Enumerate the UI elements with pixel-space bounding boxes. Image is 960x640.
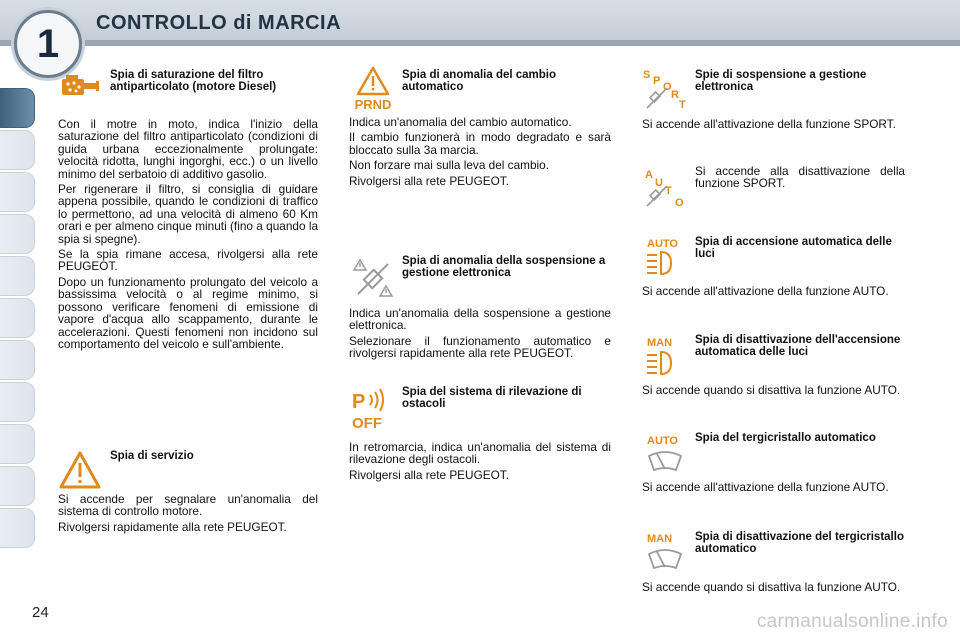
sport-suspension-title: Spie di sospensione a gestione elettronica (695, 69, 867, 93)
sport-letter: R (671, 89, 679, 101)
dpf-paragraph: Se la spia rimane accesa, rivolgersi alla rete PEUGEOT. (58, 247, 318, 274)
auto-mode-letter: T (665, 185, 672, 197)
auto-suspension-icon (641, 166, 689, 210)
manual-wiper-description: Si accende quando si disattiva la funzione AUTO. (642, 580, 901, 594)
auto-wiper-label: AUTO (647, 435, 678, 447)
gearbox-paragraph: Non forzare mai sulla leva del cambio. (349, 158, 549, 173)
manual-wiper-title: Spia di disattivazione del tergicristallo automatico (695, 531, 904, 555)
manual-lights-icon (643, 334, 689, 376)
gearbox-paragraph: Il cambio funzionerà in modo degradato e sarà bloccato sulla 3a marcia. (349, 130, 611, 157)
chapter-tab-11[interactable] (0, 508, 35, 548)
chapter-tab-4[interactable] (0, 214, 35, 254)
service-description (58, 493, 318, 536)
watermark: carmanualsonline.info (756, 611, 948, 632)
suspension-fault-paragraph: Indica un'anomalia della sospensione a gestione elettronica. (349, 306, 611, 333)
sport-letter: T (679, 99, 686, 111)
auto-lights-title: Spia di accensione automatica delle luci (695, 236, 892, 260)
parking-off-label: OFF (352, 415, 382, 430)
service-title: Spia di servizio (110, 450, 194, 462)
suspension-fault-description (349, 307, 611, 363)
chapter-tab-7[interactable] (0, 340, 35, 380)
dpf-title: Spia di saturazione del filtro antiparticolato (motore Diesel) (110, 69, 277, 93)
dpf-paragraph: Dopo un funzionamento prolungato del veicolo a bassissima velocità o al regime minimo, si possono verificare fenomeni di emissione di vapore d'acqua allo scappamento, durante le accelerazioni. Questi fenomeni non incidono sul comportamento del veicolo e sull'ambiente. (58, 274, 318, 351)
auto-mode-letter: A (645, 169, 653, 181)
gearbox-paragraph: Rivolgersi alla rete PEUGEOT. (349, 173, 509, 188)
suspension-warning-icon (350, 256, 396, 302)
sport-on-description: Si accende all'attivazione della funzione SPORT. (642, 117, 896, 131)
auto-mode-letter: O (675, 197, 684, 209)
manual-wiper-icon (643, 530, 689, 574)
man-wiper-label: MAN (647, 533, 673, 545)
man-lights-label: MAN (647, 337, 673, 349)
sport-letter: O (663, 81, 672, 93)
dpf-paragraph: Con il motre in moto, indica l'inizio della saturazione del filtro antiparticolato (condizioni di guida urbana eccezionalmente prolungate: velocità ridotta, lunghi ingorghi, ecc.) o un livello minimo del serbatoio di additivo gasolio. (58, 117, 318, 181)
chapter-tab-2[interactable] (0, 130, 35, 170)
gearbox-paragraph: Indica un'anomalia del cambio automatico. (349, 115, 572, 129)
chapter-tab-6[interactable] (0, 298, 35, 338)
auto-wiper-title: Spia del tergicristallo automatico (695, 432, 876, 444)
chapter-tab-9[interactable] (0, 424, 35, 464)
auto-lights-icon (643, 236, 689, 276)
parking-sensor-paragraph: Rivolgersi alla rete PEUGEOT. (349, 467, 509, 482)
gearbox-warning-icon (348, 66, 398, 112)
manual-lights-description: Si accende quando si disattiva la funzione AUTO. (642, 383, 901, 397)
parking-sensor-title: Spia del sistema di rilevazione di ostacoli (402, 386, 582, 410)
page-title: CONTROLLO di MARCIA (96, 12, 342, 34)
chapter-tab-8[interactable] (0, 382, 35, 422)
auto-mode-letter: U (655, 177, 663, 189)
chapter-tab-1[interactable] (0, 88, 35, 128)
parking-sensor-paragraph: In retromarcia, indica un'anomalia del sistema di rilevazione degli ostacoli. (349, 440, 611, 467)
suspension-fault-paragraph: Selezionare il funzionamento automatico e rivolgersi rapidamente alla rete PEUGEOT. (349, 333, 611, 361)
page-number: 24 (32, 604, 49, 621)
chapter-tab-3[interactable] (0, 172, 35, 212)
service-paragraph: Si accende per segnalare un'anomalia del sistema di controllo motore. (58, 492, 318, 519)
sport-suspension-icon (641, 66, 689, 112)
parking-p-label: P (352, 391, 366, 413)
dpf-paragraph: Per rigenerare il filtro, si consiglia di guidare appena possibile, quando le condizioni di traffico lo permettono, ad una velocità di almeno 60 Km orari e per almeno cinque minuti (fino a quando la spia si spegne). (58, 182, 318, 246)
parking-sensor-off-icon (350, 386, 396, 430)
gearbox-description (349, 116, 611, 190)
gearbox-title: Spia di anomalia del cambio automatico (402, 69, 557, 93)
sport-letter: S (643, 69, 651, 81)
service-paragraph: Rivolgersi rapidamente alla rete PEUGEOT. (58, 519, 287, 534)
warning-triangle-icon (58, 450, 102, 490)
chapter-number: 1 (14, 10, 82, 78)
manual-lights-title: Spia di disattivazione dell'accensione automatica delle luci (695, 334, 901, 358)
auto-wiper-description: Si accende all'attivazione della funzione AUTO. (642, 480, 889, 494)
chapter-tab-10[interactable] (0, 466, 35, 506)
header-strip (0, 40, 960, 46)
chapter-tab-5[interactable] (0, 256, 35, 296)
sport-letter: P (653, 75, 661, 87)
sport-off-description: Si accende alla disattivazione della funzione SPORT. (695, 164, 905, 191)
parking-sensor-description (349, 441, 611, 484)
prnd-label: PRND (354, 97, 392, 112)
auto-wiper-icon (643, 432, 689, 476)
engine-particle-filter-icon (58, 70, 102, 104)
suspension-fault-title: Spia di anomalia della sospensione a gestione elettronica (402, 255, 606, 279)
chapter-tabs (0, 68, 38, 578)
auto-lights-label: AUTO (647, 238, 678, 250)
dpf-description (58, 118, 318, 353)
auto-lights-description: Si accende all'attivazione della funzione AUTO. (642, 284, 889, 298)
